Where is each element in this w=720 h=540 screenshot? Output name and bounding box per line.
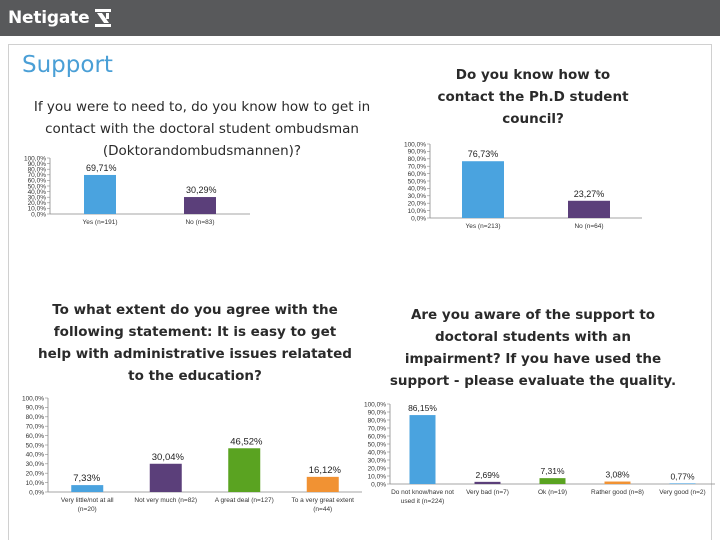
y-tick-label: 100,0%: [403, 141, 426, 149]
y-tick-label: 0,0%: [411, 215, 426, 223]
category-label: Not very much (n=82): [134, 497, 198, 504]
data-label: 3,08%: [605, 469, 630, 480]
question-impairment-support: Are you aware of the support to doctoral students with an impairment? If you have used the support - please evaluate the quality.: [389, 307, 677, 389]
y-tick-label: 50,0%: [25, 442, 44, 450]
category-label: Very good (n=2): [659, 489, 706, 496]
y-tick-label: 100,0%: [23, 155, 46, 163]
y-tick-label: 70,0%: [407, 163, 426, 171]
data-label: 30,29%: [186, 185, 217, 196]
data-label: 69,71%: [86, 162, 117, 173]
bar: [84, 175, 116, 214]
page-title: Support: [22, 52, 113, 78]
data-label: 86,15%: [408, 403, 437, 414]
chart-student-council: [380, 140, 650, 240]
y-tick-label: 80,0%: [25, 414, 44, 422]
netigate-logo: [8, 6, 111, 30]
bar: [462, 161, 504, 218]
y-tick-label: 30,0%: [367, 457, 386, 465]
data-label: 30,04%: [151, 451, 184, 463]
category-label: Very bad (n=7): [466, 489, 509, 496]
bar: [228, 448, 260, 492]
y-tick-label: 100,0%: [363, 401, 386, 409]
y-tick-label: 60,0%: [407, 170, 426, 178]
y-tick-label: 40,0%: [407, 185, 426, 193]
y-tick-label: 10,0%: [25, 479, 44, 487]
y-tick-label: 50,0%: [367, 441, 386, 449]
data-label: 23,27%: [573, 188, 605, 199]
category-label: Yes (n=213): [465, 223, 501, 230]
y-tick-label: 90,0%: [407, 148, 426, 156]
y-tick-label: 40,0%: [367, 449, 386, 457]
header-bar: [0, 0, 720, 36]
category-label: Ok (n=19): [537, 489, 568, 496]
logo-mark-icon: [95, 9, 111, 27]
chart-administrative-help: [0, 392, 370, 522]
bar: [605, 482, 631, 484]
data-label: 7,31%: [540, 466, 565, 477]
chart-impairment-support: [350, 398, 720, 522]
y-tick-label: 50,0%: [407, 178, 426, 186]
y-tick-label: 90,0%: [25, 404, 44, 412]
question-student-council: Do you know how to contact the Ph.D student council?: [437, 67, 629, 127]
y-tick-label: 90,0%: [27, 160, 46, 168]
question-administrative-help: To what extent do you agree with the following statement: It is easy to get help with administrative issues relatated to the education?: [38, 302, 352, 384]
y-tick-label: 20,0%: [25, 470, 44, 478]
y-tick-label: 30,0%: [407, 193, 426, 201]
data-label: 7,33%: [73, 473, 101, 485]
bar: [410, 415, 436, 484]
y-tick-label: 30,0%: [25, 461, 44, 469]
y-tick-label: 80,0%: [407, 156, 426, 164]
y-tick-label: 90,0%: [367, 409, 386, 417]
y-tick-label: 70,0%: [27, 172, 46, 180]
category-label: Rather good (n=8): [591, 489, 644, 496]
y-tick-label: 80,0%: [27, 166, 46, 174]
y-tick-label: 20,0%: [27, 200, 46, 208]
data-label: 0,77%: [670, 471, 695, 482]
y-tick-label: 0,0%: [31, 211, 46, 219]
y-tick-label: 80,0%: [367, 417, 386, 425]
category-label: No (n=64): [574, 223, 604, 230]
y-tick-label: 60,0%: [367, 433, 386, 441]
question-ombudsman: If you were to need to, do you know how to get in contact with the doctoral student ombudsman (Doktorandombudsmannen)?: [33, 99, 371, 159]
bar: [184, 197, 216, 214]
data-label: 76,73%: [467, 149, 499, 160]
bar: [475, 482, 501, 484]
logo-text: Netigate: [8, 8, 90, 28]
bar: [307, 477, 339, 492]
y-tick-label: 10,0%: [367, 473, 386, 481]
y-tick-label: 70,0%: [25, 423, 44, 431]
y-tick-label: 20,0%: [367, 465, 386, 473]
category-label: Very little/not at all (n=20): [60, 497, 114, 513]
bar: [568, 201, 610, 218]
category-label: Do not know/have not used it (n=224): [391, 489, 454, 505]
data-label: 46,52%: [230, 436, 263, 448]
y-tick-label: 100,0%: [21, 395, 44, 403]
data-label: 16,12%: [308, 464, 341, 476]
data-label: 2,69%: [475, 469, 500, 480]
y-tick-label: 70,0%: [367, 425, 386, 433]
chart-ombudsman: [0, 150, 260, 240]
category-label: To a very great extent (n=44): [291, 497, 355, 513]
category-label: A great deal (n=127): [214, 497, 274, 504]
bar: [670, 483, 696, 484]
bar: [71, 485, 103, 492]
y-tick-label: 60,0%: [27, 177, 46, 185]
y-tick-label: 40,0%: [25, 451, 44, 459]
category-label: No (n=83): [185, 219, 215, 226]
bar: [540, 478, 566, 484]
y-tick-label: 20,0%: [407, 200, 426, 208]
y-tick-label: 60,0%: [25, 432, 44, 440]
y-tick-label: 0,0%: [371, 481, 386, 489]
y-tick-label: 30,0%: [27, 194, 46, 202]
bar: [150, 464, 182, 492]
y-tick-label: 0,0%: [29, 489, 44, 497]
category-label: Yes (n=191): [82, 219, 118, 226]
y-tick-label: 50,0%: [27, 183, 46, 191]
y-tick-label: 10,0%: [27, 205, 46, 213]
y-tick-label: 40,0%: [27, 188, 46, 196]
y-tick-label: 10,0%: [407, 207, 426, 215]
